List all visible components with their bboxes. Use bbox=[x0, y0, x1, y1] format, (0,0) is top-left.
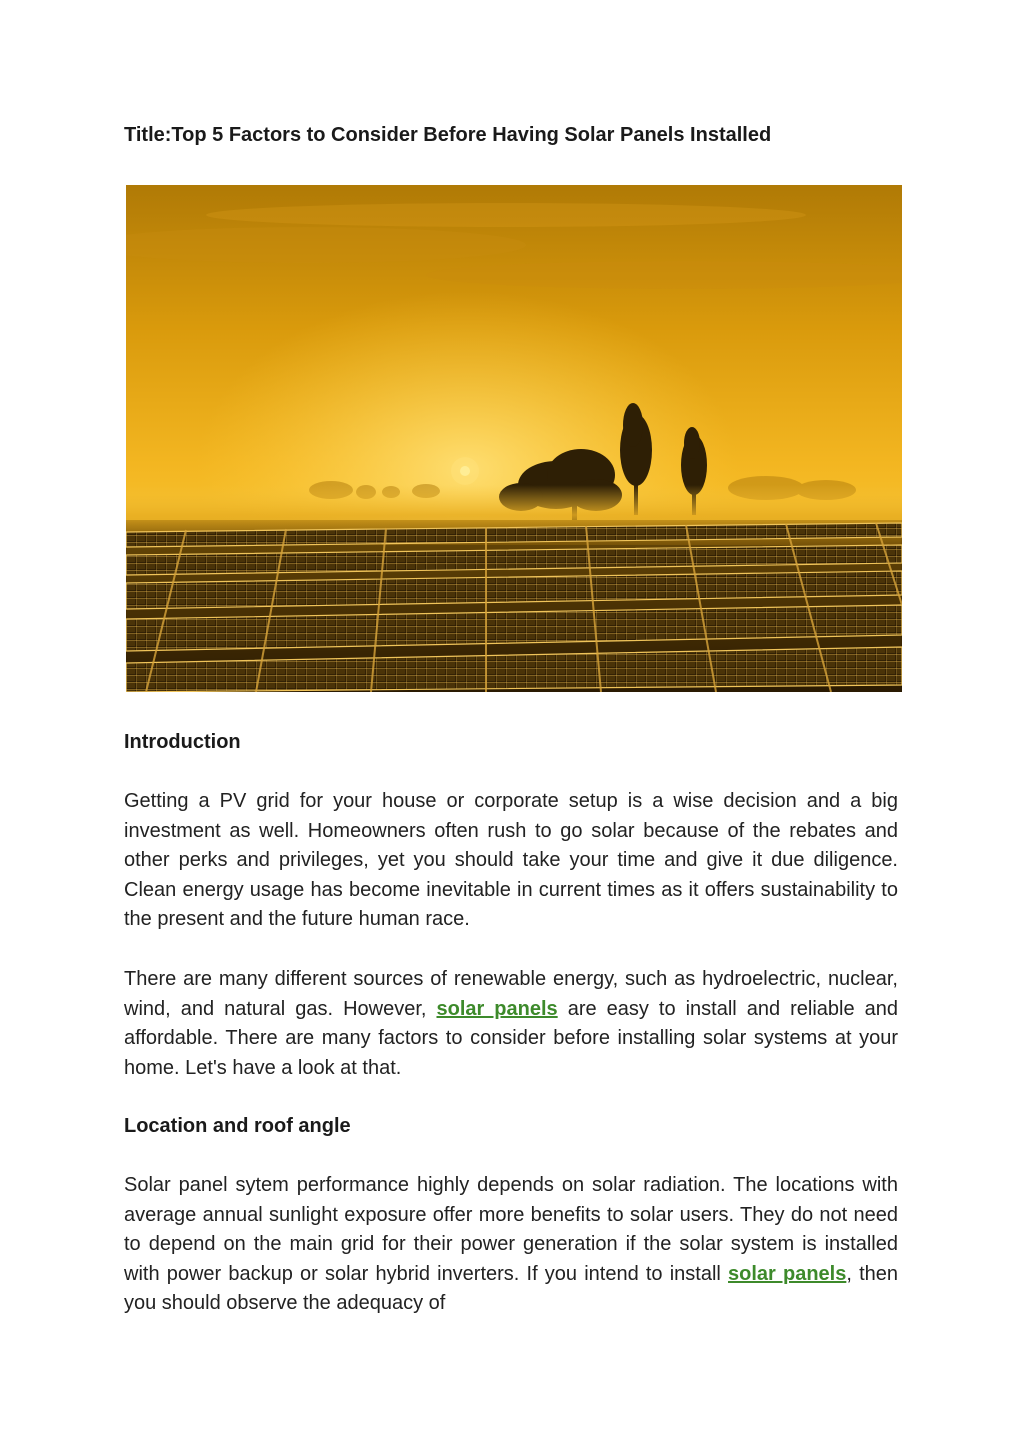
solar-farm-sunset-image bbox=[126, 185, 902, 692]
solar-panels-link[interactable]: solar panels bbox=[728, 1262, 847, 1285]
document-title: Title:Top 5 Factors to Consider Before Having Solar Panels Installed bbox=[124, 124, 772, 146]
intro-paragraph-2: There are many different sources of renewable energy, such as hydroelectric, nuclear, wind, and natural gas. However, solar panels are easy to install and reliable and affordable. There are many factors to consider before installing solar systems at your home. Let's have a look at that. bbox=[124, 968, 898, 1079]
intro-paragraph-1: Getting a PV grid for your house or corporate setup is a wise decision and a big investment as well. Homeowners often rush to go solar because of the rebates and other perks and privileges, yet you should take your time and give it due diligence. Clean energy usage has become inevitable in current times as it offers sustainability to the present and the future human race. bbox=[124, 790, 898, 931]
section-heading-introduction: Introduction bbox=[124, 731, 241, 753]
section-heading-location: Location and roof angle bbox=[124, 1115, 351, 1137]
solar-panels-link[interactable]: solar panels bbox=[436, 997, 558, 1020]
location-paragraph: Solar panel sytem performance highly depends on solar radiation. The locations with average annual sunlight exposure offer more benefits to solar users. They do not need to depend on the main grid for their power generation if the solar system is installed with power backup or solar hybrid inverters. If you intend to install solar panels, then you should observe the adequacy of bbox=[124, 1174, 898, 1315]
